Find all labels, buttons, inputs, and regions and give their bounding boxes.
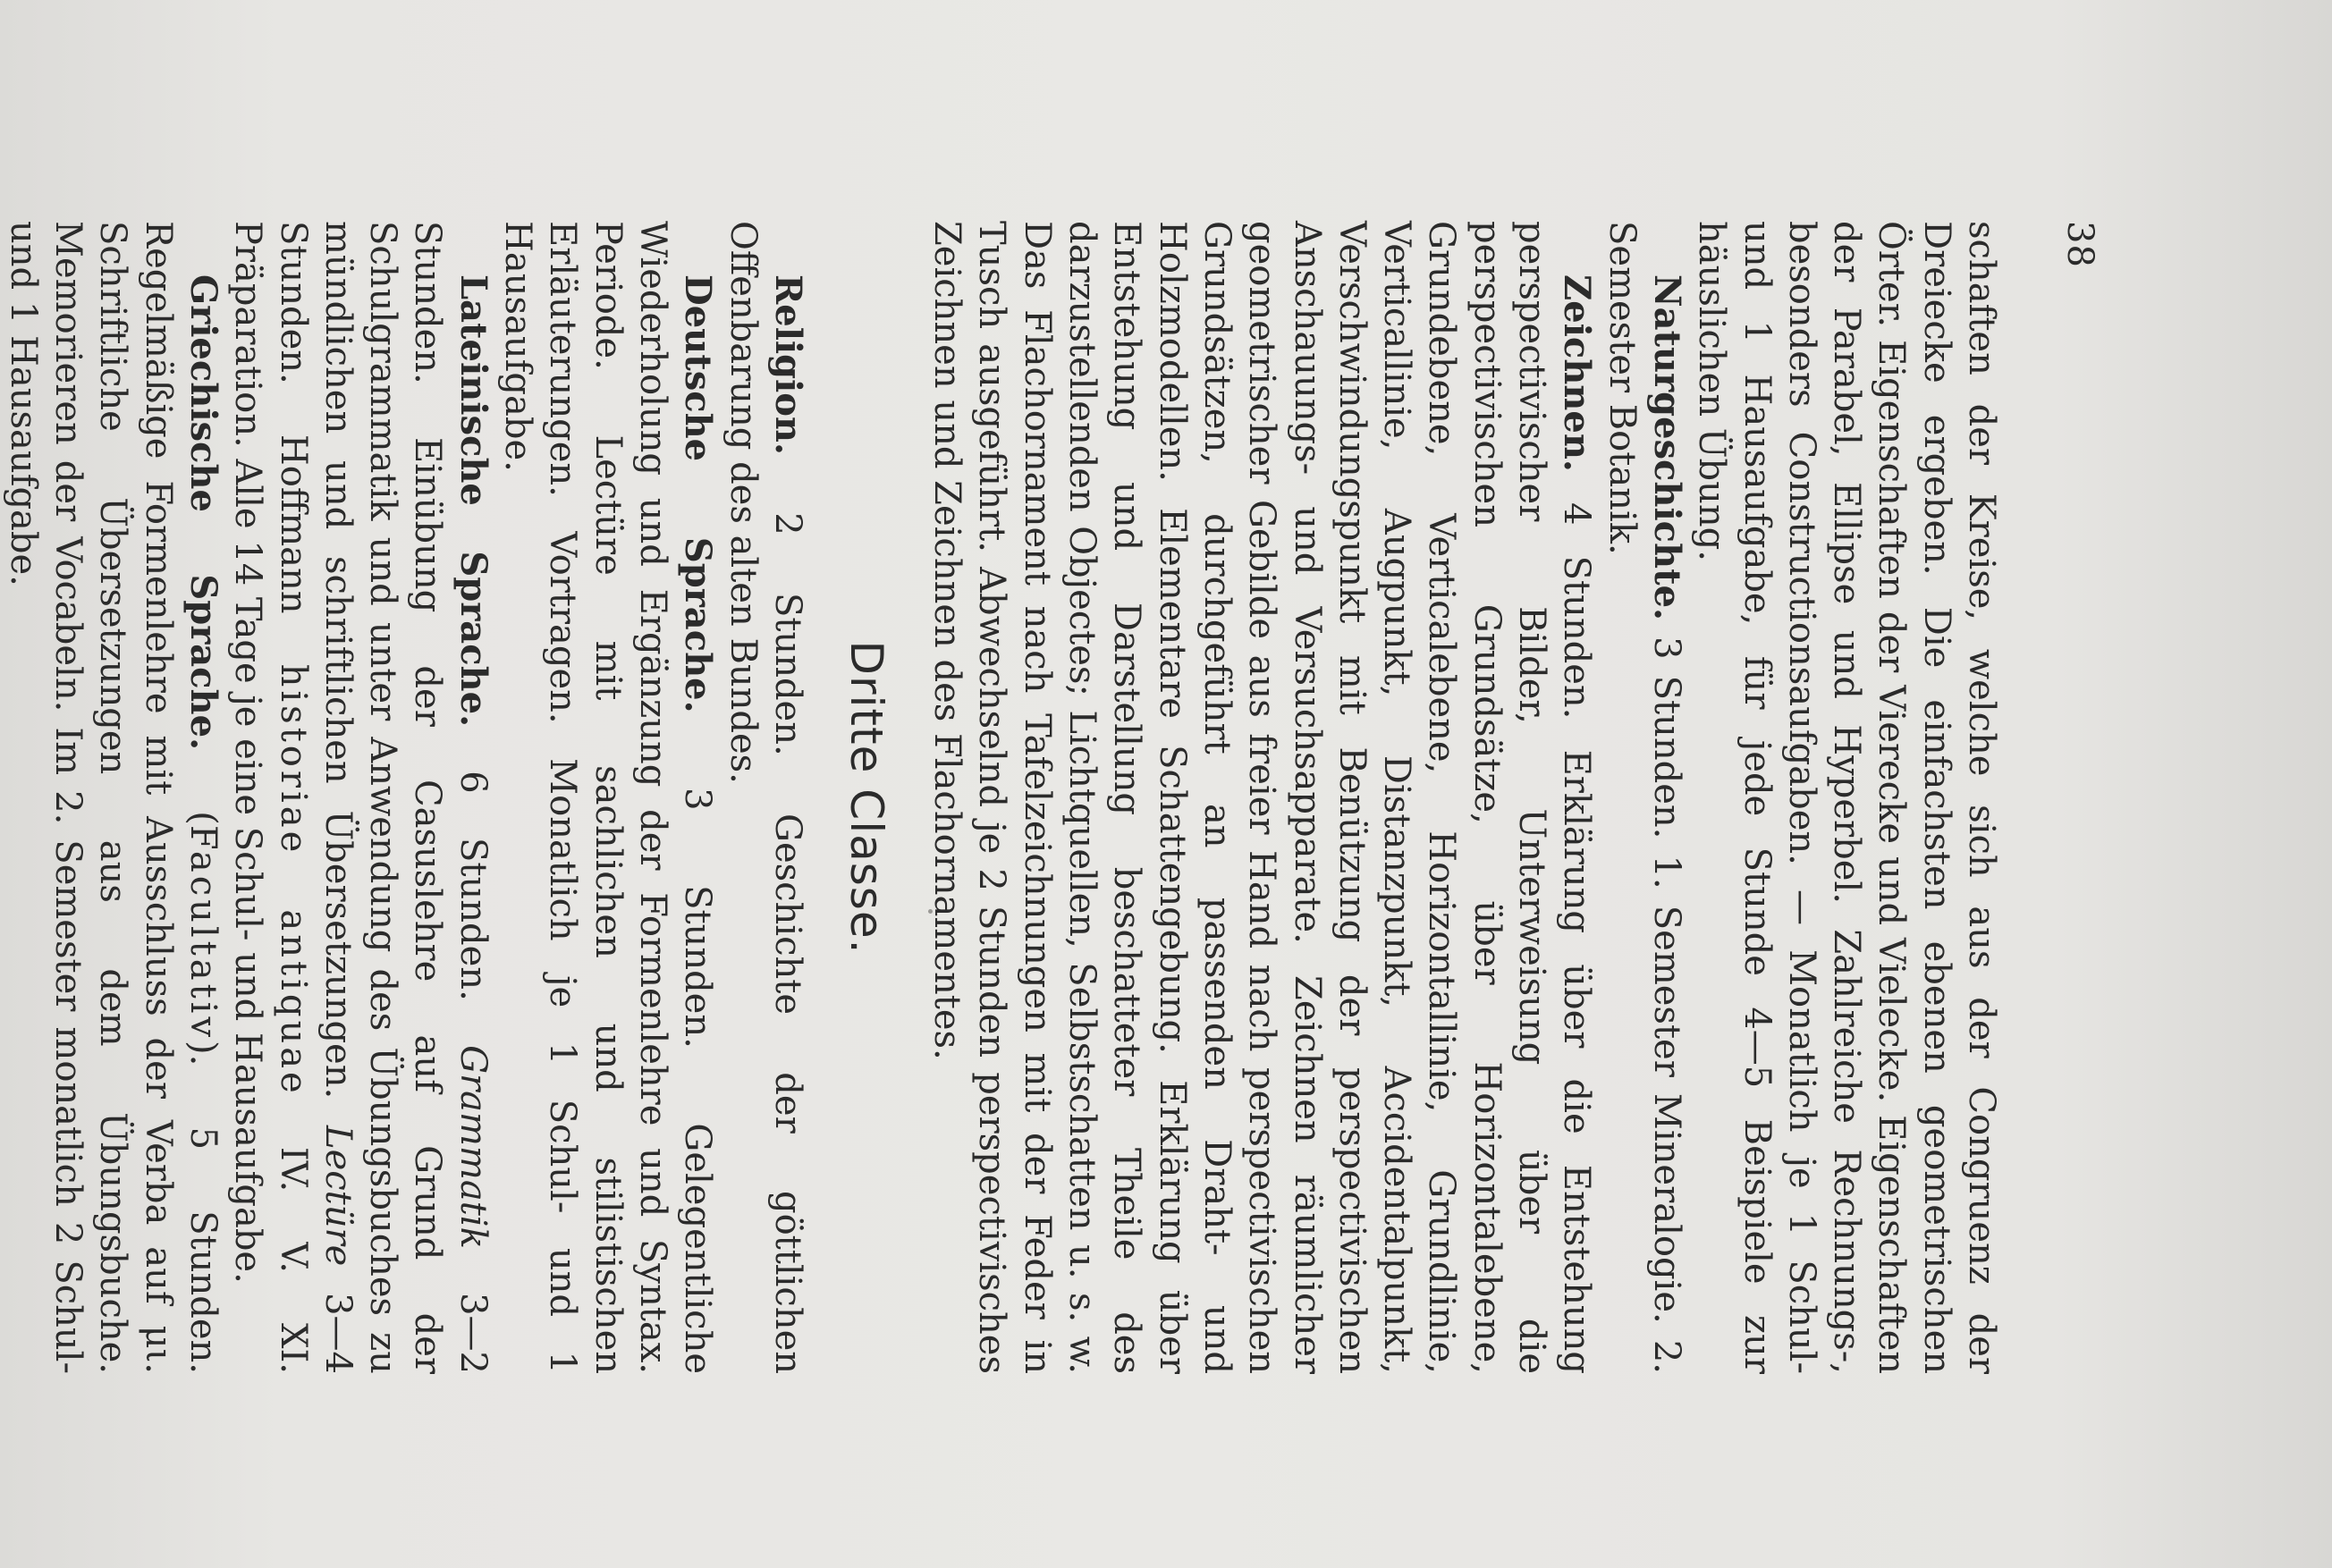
zeichnen-text: 4 Stunden. Erklärung über die Entstehung perspectivischer Bilder, Unterweisung über die perspectivischen Grundsätze, über Horizontalebene, Grundebene, Verticalebene, Horizontallinie, Grundlinie, Verticallinie, Augpunkt, Distanzpunkt, Accidentalpunkt, Verschwindungspunkt mit Benützung der perspectivischen Anschauungs- und Versuchsapparate. Zeichnen räumlicher geometrischer Gebilde aus freier Hand nach perspectivischen Grundsätzen, durchgeführt an passenden Draht- und Holzmodellen. Elementare Schattengebung. Erklärung über Entstehung und Darstellung beschatteter Theile des darzustellenden Objectes; Lichtquellen, Selbstschatten u. s. w. Das Flachornament nach Tafelzeichnungen mit der Feder in Tusch ausgeführt. Abwechselnd je 2 Stunden perspectivisches Zeichnen und Zeichnen des Flachornamentes. (926, 221, 1598, 1374)
paragraph-zeichnen (925, 221, 1599, 1374)
deutsch-text: 3 Stunden. Gelegentliche Wiederholung und Ergänzung der Formenlehre und Syntax. Periode. Lectüre mit sachlichen und stilistischen Erläuterungen. Vortragen. Monatlich je 1 Schul- und 1 Hausaufgabe. (497, 221, 719, 1374)
latein-text-4: IV. V. XI. Präparation. Alle 14 Tage je eine Schul- und Hausaufgabe. (227, 221, 314, 1375)
subject-heading-latein: Lateinische Sprache. (452, 274, 494, 728)
class-heading: Dritte Classe. (840, 640, 892, 955)
subject-heading-zeichnen: Zeichnen. (1556, 274, 1599, 472)
paragraph-griechisch (1, 221, 225, 1374)
paragraph-naturgeschichte (1599, 221, 1689, 1374)
latein-text-1: 6 Stunden. (452, 727, 494, 1046)
griechisch-text-2: ). 5 Stunden. Regelmäßige Formenlehre mit Ausschluss der Verba auf μι. Schriftliche Übersetzungen aus dem Übungsbuche. Memorieren der Vocabeln. Im 2. Semester monatlich 2 Schul- und 1 Hausaufgabe. (2, 221, 224, 1374)
latein-lectuere: Lectüre (317, 1125, 359, 1267)
paragraph-deutsch (495, 221, 720, 1374)
subject-heading-naturgeschichte: Naturgeschichte. (1645, 274, 1688, 620)
naturgeschichte-text: 3 Stunden. 1. Semester Mineralogie. 2. Semester Botanik. (1601, 221, 1687, 1374)
subject-heading-deutsch: Deutsche Sprache. (677, 274, 720, 713)
latein-text-3: 3—4 Stunden. Hoffmann (272, 221, 359, 1374)
document-page (2, 60, 2185, 1508)
paragraph-mathematics-continued: schaften der Kreise, welche sich aus der Congruenz der Dreiecke ergeben. Die einfachsten ebenen geometrischen Örter. Eigenschaften der Vierecke und Vielecke. Eigenschaften der Parabel, Ellipse und Hyperbel. Zahlreiche Rechnungs-, besonders Constructionsaufgaben. — Monatlich je 1 Schul- und 1 Hausaufgabe, für jede Stunde 4—5 Beispiele zur häuslichen Übung. (1691, 221, 2002, 1374)
paragraph-franzoesisch (0, 221, 1, 1374)
griechisch-facultativ: Facultativ (182, 824, 224, 1041)
religion-text: 2 Stunden. Geschichte der göttlichen Offenbarung des alten Bundes. (722, 221, 808, 1374)
paragraph-latein (225, 221, 495, 1374)
latein-text-2: 3—2 Stunden. Einübung der Casuslehre auf Grund der Schulgrammatik und unter Anwendung des Übungsbuches zu mündlichen und schriftlichen Übersetzungen. (317, 221, 494, 1374)
latein-historiae: historiae antiquae (272, 663, 314, 1097)
paragraph-religion (720, 221, 810, 1374)
subject-heading-religion: Religion. (766, 274, 809, 455)
griechisch-text-1: ( (182, 750, 224, 825)
page-number: 38 (2059, 221, 2100, 268)
subject-heading-griechisch: Griechische Sprache. (182, 274, 225, 750)
latein-grammatik: Grammatik (452, 1045, 494, 1249)
